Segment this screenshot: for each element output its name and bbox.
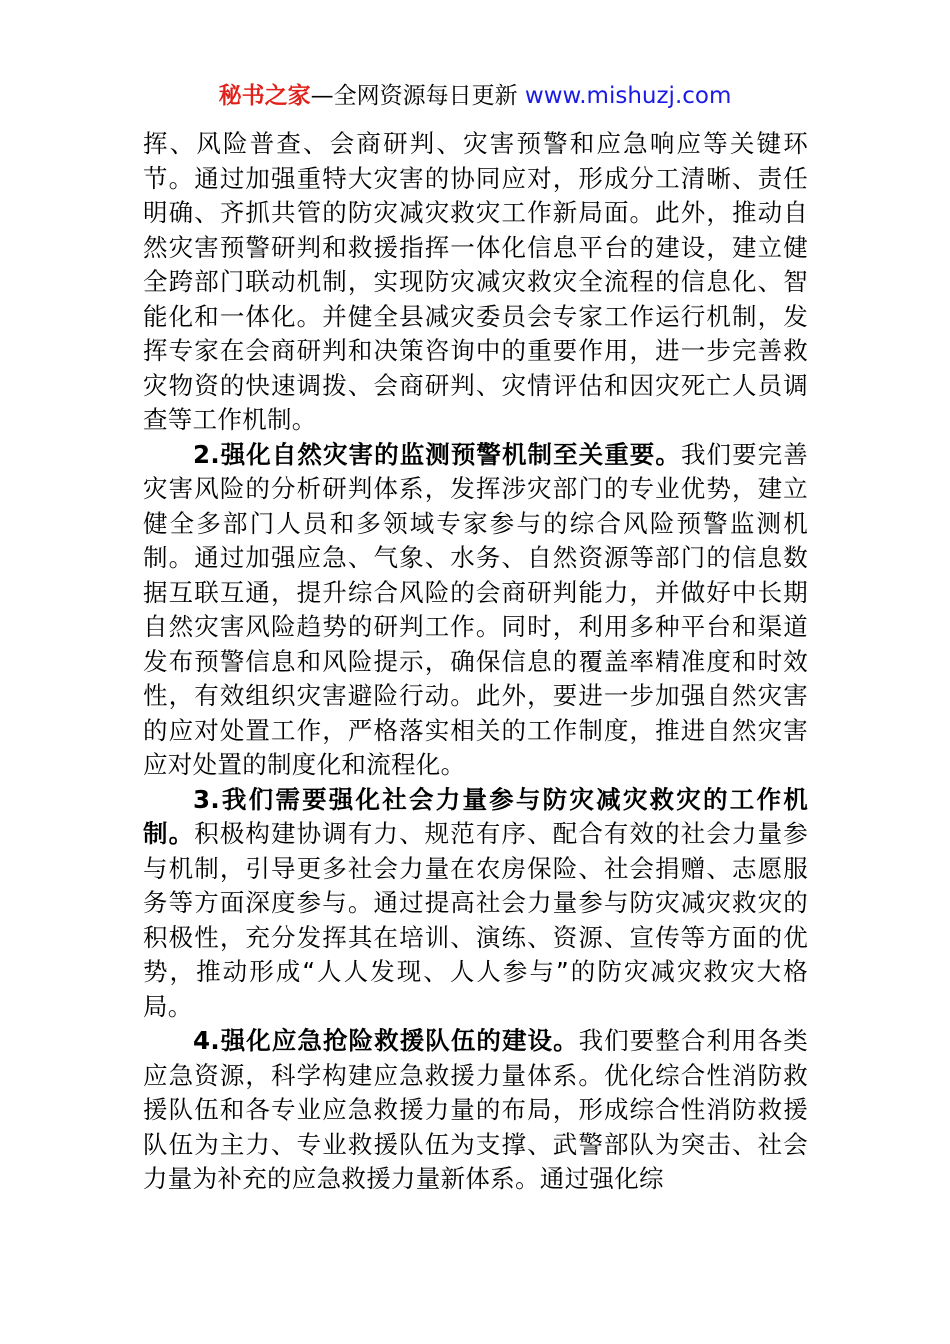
- site-url-link[interactable]: www.mishuzj.com: [524, 83, 732, 109]
- site-tagline: —全网资源每日更新: [310, 83, 525, 109]
- paragraph-3-text: 积极构建协调有力、规范有序、配合有效的社会力量参与机制，引导更多社会力量在农房保险、社会捐赠、志愿服务等方面深度参与。通过提高社会力量参与防灾减灾救灾的积极性，充分发挥其在培训、演练、资源、宣传等方面的优势，推动形成“人人发现、人人参与”的防灾减灾救灾大格局。: [143, 819, 808, 1021]
- paragraph-2-text: 我们要完善灾害风险的分析研判体系，发挥涉灾部门的专业优势，建立健全多部门人员和多领域专家参与的综合风险预警监测机制。通过加强应急、气象、水务、自然资源等部门的信息数据互联互通，提升综合风险的会商研判能力，并做好中长期自然灾害风险趋势的研判工作。同时，利用多种平台和渠道发布预警信息和风险提示，确保信息的覆盖率精准度和时效性，有效组织灾害避险行动。此外，要进一步加强自然灾害的应对处置工作，严格落实相关的工作制度，推进自然灾害应对处置的制度化和流程化。: [143, 439, 809, 779]
- paragraph-4-text: 我们要整合利用各类应急资源，科学构建应急救援力量体系。优化综合性消防救援队伍和各专业应急救援力量的布局，形成综合性消防救援队伍为主力、专业救援队伍为支撑、武警部队为突击、社会力量为补充的应急救援力量新体系。通过强化综: [143, 1026, 809, 1193]
- document-body: [143, 127, 808, 1197]
- paragraph-3: [143, 783, 808, 1025]
- site-brand: 秘书之家: [218, 83, 311, 109]
- site-header: [0, 78, 950, 114]
- paragraph-2: [143, 438, 808, 783]
- paragraph-4: [143, 1024, 808, 1197]
- paragraph-1: [143, 127, 808, 438]
- paragraph-3-lead: 3.我们需要强化社会力量参与防灾减灾救灾的工作机制。: [143, 784, 808, 848]
- paragraph-4-lead: 4.强化应急抢险救援队伍的建设。: [193, 1026, 579, 1055]
- paragraph-2-lead: 2.强化自然灾害的监测预警机制至关重要。: [193, 439, 681, 469]
- paragraph-1-text: 挥、风险普查、会商研判、灾害预警和应急响应等关键环节。通过加强重特大灾害的协同应对，形成分工清晰、责任明确、齐抓共管的防灾减灾救灾工作新局面。此外，推动自然灾害预警研判和救援指挥一体化信息平台的建设，建立健全跨部门联动机制，实现防灾减灾救灾全流程的信息化、智能化和一体化。并健全县减灾委员会专家工作运行机制，发挥专家在会商研判和决策咨询中的重要作用，进一步完善救灾物资的快速调拨、会商研判、灾情评估和因灾死亡人员调查等工作机制。: [143, 129, 808, 434]
